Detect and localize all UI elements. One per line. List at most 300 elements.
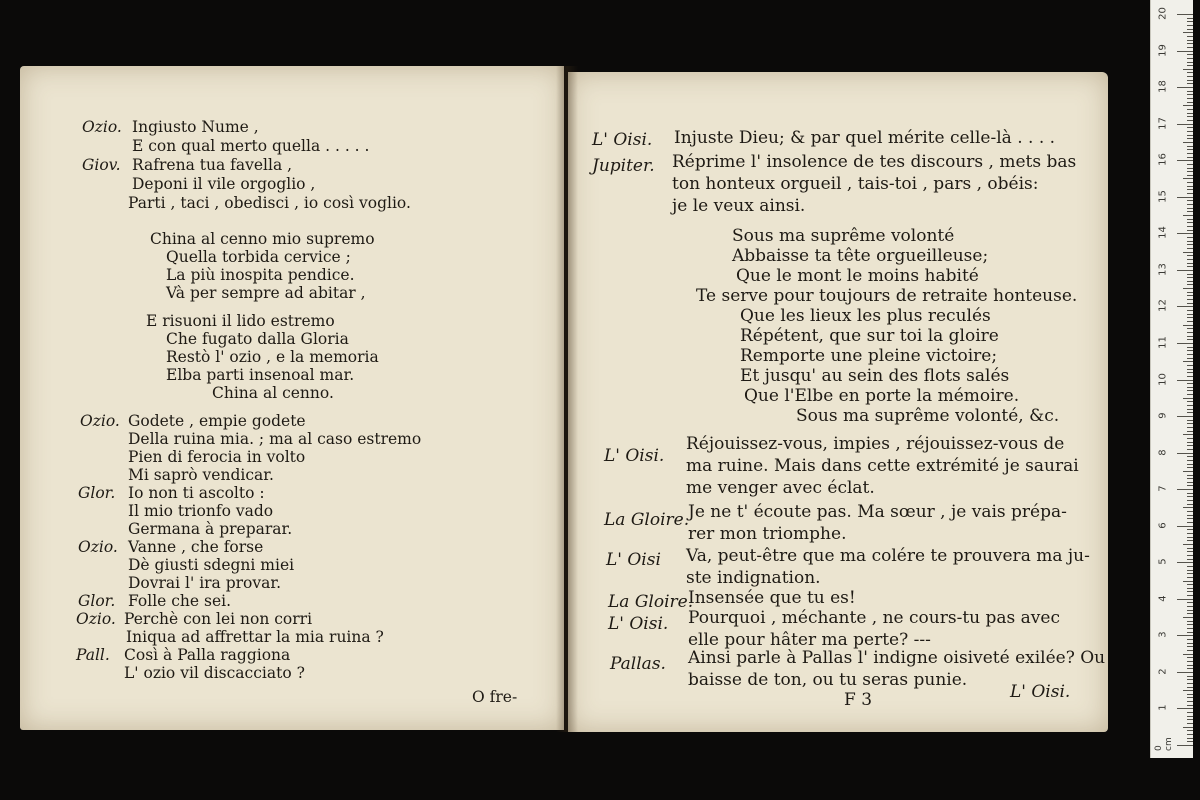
ruler-tick [1187, 496, 1193, 497]
prose-line: Pourquoi , méchante , ne cours-tu pas avec [688, 608, 1060, 628]
ruler-tick [1187, 482, 1193, 483]
ruler-tick [1187, 478, 1193, 479]
ruler-tick [1183, 617, 1193, 618]
verse-line: Sous ma suprême volonté, &c. [796, 406, 1060, 426]
prose-line: Insensée que tu es! [688, 588, 856, 608]
speaker-label: Ozio. [82, 118, 122, 136]
ruler-tick [1177, 416, 1193, 417]
catchword: O fre- [472, 688, 518, 706]
ruler-tick [1187, 76, 1193, 77]
ruler-tick [1187, 284, 1193, 285]
ruler-tick [1183, 507, 1193, 508]
ruler-tick [1187, 138, 1193, 139]
ruler-tick [1187, 21, 1193, 22]
ruler-tick [1177, 124, 1193, 125]
prose-line: Injuste Dieu; & par quel mérite celle-là . . . . [674, 128, 1056, 148]
ruler-tick [1183, 325, 1193, 326]
ruler-tick [1177, 197, 1193, 198]
prose-line: Ainsi parle à Pallas l' indigne oisiveté exilée? Ou [688, 648, 1106, 668]
ruler-tick [1187, 365, 1193, 366]
ruler-tick [1187, 716, 1193, 717]
ruler-tick [1187, 500, 1193, 501]
ruler-tick [1187, 668, 1193, 669]
prose-line: Va, peut-être que ma colére te prouvera ma ju- [686, 546, 1090, 566]
ruler-tick [1183, 288, 1193, 289]
ruler-tick [1187, 354, 1193, 355]
ruler-tick [1187, 193, 1193, 194]
ruler-tick [1187, 80, 1193, 81]
ruler-number: 13 [1157, 262, 1169, 276]
ruler-tick [1187, 730, 1193, 731]
ruler-tick [1187, 412, 1193, 413]
ruler-tick [1187, 292, 1193, 293]
ruler-tick [1183, 581, 1193, 582]
ruler-tick [1187, 705, 1193, 706]
ruler-tick [1187, 573, 1193, 574]
ruler-tick [1187, 679, 1193, 680]
ruler-tick [1183, 361, 1193, 362]
ruler-tick [1187, 266, 1193, 267]
ruler-tick [1187, 621, 1193, 622]
ruler-number: 20 [1157, 7, 1169, 20]
verse-line: Remporte une pleine victoire; [740, 346, 998, 366]
speaker-label: La Gloire. [608, 592, 694, 612]
ruler-tick [1187, 387, 1193, 388]
verse-line: Germana à preparar. [128, 520, 293, 538]
aria-line: E risuoni il lido estremo [146, 312, 335, 330]
verse-line: Que l'Elbe en porte la mémoire. [744, 386, 1020, 406]
ruler-number: 4 [1157, 595, 1169, 602]
verse-line: Et jusqu' au sein des flots salés [740, 366, 1010, 386]
ruler-tick [1187, 116, 1193, 117]
prose-line: Réprime l' insolence de tes discours , mets bas [672, 152, 1077, 172]
ruler-tick [1183, 105, 1193, 106]
ruler-tick [1177, 745, 1193, 746]
ruler-tick [1187, 303, 1193, 304]
ruler-tick [1187, 551, 1193, 552]
ruler-tick [1187, 566, 1193, 567]
prose-line: je le veux ainsi. [672, 196, 806, 216]
ruler-tick [1187, 358, 1193, 359]
aria-line: China al cenno. [212, 384, 334, 402]
ruler-tick [1187, 734, 1193, 735]
ruler-tick [1187, 62, 1193, 63]
prose-line: me venger avec éclat. [686, 478, 875, 498]
ruler-tick [1187, 420, 1193, 421]
ruler-number: 6 [1157, 522, 1169, 529]
ruler-tick [1187, 83, 1193, 84]
prose-line: Réjouissez-vous, impies , réjouissez-vous de [686, 434, 1065, 454]
speaker-label: Pallas. [610, 654, 666, 674]
ruler-tick [1177, 270, 1193, 271]
ruler-tick [1187, 91, 1193, 92]
ruler-number: 5 [1157, 558, 1169, 565]
ruler-tick [1187, 175, 1193, 176]
verse-line: Sous ma suprême volonté [732, 226, 955, 246]
ruler-tick [1187, 72, 1193, 73]
ruler-tick [1187, 94, 1193, 95]
ruler-tick [1187, 43, 1193, 44]
ruler-tick [1187, 230, 1193, 231]
ruler-tick [1187, 241, 1193, 242]
ruler-tick [1187, 281, 1193, 282]
verse-line: Pien di ferocia in volto [128, 448, 306, 466]
ruler-tick [1187, 442, 1193, 443]
ruler-tick [1187, 493, 1193, 494]
verse-line: Rafrena tua favella , [132, 156, 293, 174]
ruler-tick [1187, 127, 1193, 128]
ruler-tick [1187, 456, 1193, 457]
verse-line: Folle che sei. [128, 592, 232, 610]
ruler-tick [1187, 299, 1193, 300]
prose-line: baisse de ton, ou tu seras punie. [688, 670, 968, 690]
ruler-tick [1183, 434, 1193, 435]
verse-line: Vanne , che forse [128, 538, 264, 556]
ruler-tick [1187, 657, 1193, 658]
ruler-tick [1187, 570, 1193, 571]
speaker-label: La Gloire. [604, 510, 690, 530]
catchword: L' Oisi. [1010, 682, 1071, 702]
ruler-tick [1187, 274, 1193, 275]
ruler-tick [1187, 295, 1193, 296]
ruler-tick [1187, 624, 1193, 625]
ruler-tick [1187, 712, 1193, 713]
ruler-tick [1177, 160, 1193, 161]
ruler-tick [1183, 398, 1193, 399]
ruler-tick [1187, 504, 1193, 505]
ruler-tick [1187, 226, 1193, 227]
speaker-label: Pall. [76, 646, 110, 664]
verse-line: Il mio trionfo vado [128, 502, 274, 520]
ruler-tick [1187, 394, 1193, 395]
ruler-tick [1187, 460, 1193, 461]
ruler-number: 9 [1157, 412, 1169, 419]
ruler-tick [1187, 186, 1193, 187]
ruler-tick [1187, 58, 1193, 59]
book-gutter [556, 66, 578, 732]
ruler-tick [1187, 102, 1193, 103]
ruler-tick [1177, 306, 1193, 307]
verse-line: Così à Palla raggiona [124, 646, 291, 664]
ruler-tick [1187, 537, 1193, 538]
ruler-tick [1183, 727, 1193, 728]
ruler-tick [1183, 654, 1193, 655]
ruler-tick [1187, 153, 1193, 154]
ruler-number: 10 [1157, 372, 1169, 386]
ruler-tick [1177, 87, 1193, 88]
ruler-tick [1187, 683, 1193, 684]
ruler-tick [1187, 643, 1193, 644]
ruler-tick [1187, 369, 1193, 370]
page-signature: F 3 [844, 690, 873, 710]
ruler-tick [1177, 233, 1193, 234]
speaker-label: L' Oisi [606, 550, 661, 570]
ruler-tick [1177, 526, 1193, 527]
ruler-tick [1187, 529, 1193, 530]
verse-line: Dovrai l' ira provar. [128, 574, 282, 592]
ruler-tick [1187, 610, 1193, 611]
verse-line: Dè giusti sdegni miei [128, 556, 295, 574]
speaker-label: Giov. [82, 156, 121, 174]
ruler-tick [1187, 427, 1193, 428]
ruler-tick [1187, 676, 1193, 677]
ruler-tick [1187, 595, 1193, 596]
ruler-tick [1187, 182, 1193, 183]
ruler-tick [1183, 178, 1193, 179]
ruler-tick [1177, 599, 1193, 600]
ruler-tick [1187, 401, 1193, 402]
ruler-tick [1187, 661, 1193, 662]
ruler-tick [1187, 47, 1193, 48]
ruler-tick [1187, 350, 1193, 351]
speaker-label: Ozio. [80, 412, 120, 430]
ruler-tick [1177, 708, 1193, 709]
ruler-tick [1187, 200, 1193, 201]
ruler-number: 1 [1157, 704, 1169, 712]
ruler-tick [1187, 646, 1193, 647]
ruler-tick [1177, 635, 1193, 636]
verse-line: Deponi il vile orgoglio , [132, 175, 316, 193]
ruler-tick [1183, 32, 1193, 33]
ruler-number: 17 [1157, 116, 1169, 130]
ruler-number: 19 [1157, 43, 1169, 57]
ruler-tick [1187, 577, 1193, 578]
ruler-tick [1187, 347, 1193, 348]
ruler-tick [1187, 263, 1193, 264]
ruler-tick [1187, 255, 1193, 256]
ruler-tick [1187, 390, 1193, 391]
ruler-tick [1183, 544, 1193, 545]
aria-line: Quella torbida cervice ; [166, 248, 351, 266]
verse-line: Répétent, que sur toi la gloire [740, 326, 999, 346]
ruler-tick [1187, 467, 1193, 468]
ruler-tick [1187, 409, 1193, 410]
aria-line: China al cenno mio supremo [150, 230, 375, 248]
speaker-label: Jupiter. [592, 156, 655, 176]
prose-line: elle pour hâter ma perte? --- [688, 630, 931, 650]
ruler-tick [1187, 149, 1193, 150]
prose-line: rer mon triomphe. [688, 524, 847, 544]
verse-line: Que les lieux les plus reculés [740, 306, 991, 326]
left-page [20, 66, 564, 730]
ruler-number: 15 [1157, 189, 1169, 203]
ruler-tick [1187, 613, 1193, 614]
ruler-tick [1187, 113, 1193, 114]
ruler-tick [1187, 168, 1193, 169]
ruler-tick [1187, 383, 1193, 384]
speaker-label: L' Oisi. [608, 614, 669, 634]
ruler-tick [1187, 738, 1193, 739]
speaker-label: Glor. [78, 592, 116, 610]
ruler-tick [1187, 259, 1193, 260]
ruler-tick [1187, 98, 1193, 99]
ruler-tick [1187, 131, 1193, 132]
ruler-tick [1187, 339, 1193, 340]
ruler-tick [1187, 548, 1193, 549]
verse-line: Que le mont le moins habité [736, 266, 979, 286]
ruler-tick [1187, 18, 1193, 19]
ruler-tick [1187, 584, 1193, 585]
ruler-tick [1187, 485, 1193, 486]
ruler-tick [1187, 701, 1193, 702]
ruler-tick [1187, 650, 1193, 651]
aria-line: Elba parti insenoal mar. [166, 366, 355, 384]
ruler-tick [1187, 314, 1193, 315]
ruler-tick [1183, 690, 1193, 691]
ruler-tick [1187, 248, 1193, 249]
ruler-tick [1183, 252, 1193, 253]
aria-line: Restò l' ozio , e la memoria [166, 348, 379, 366]
prose-line: ma ruine. Mais dans cette extrémité je saurai [686, 456, 1079, 476]
ruler-tick [1187, 222, 1193, 223]
ruler-tick [1187, 336, 1193, 337]
ruler-number: 18 [1157, 80, 1169, 93]
speaker-label: Glor. [78, 484, 116, 502]
ruler-tick [1187, 164, 1193, 165]
ruler-tick [1187, 719, 1193, 720]
ruler-number: 2 [1157, 668, 1169, 675]
speaker-label: Ozio. [78, 538, 118, 556]
ruler-number: 7 [1157, 485, 1169, 492]
ruler-tick [1187, 29, 1193, 30]
prose-line: Je ne t' écoute pas. Ma sœur , je vais prépa- [688, 502, 1067, 522]
ruler-tick [1177, 343, 1193, 344]
speaker-label: L' Oisi. [604, 446, 665, 466]
ruler-tick [1177, 14, 1193, 15]
ruler-tick [1187, 423, 1193, 424]
ruler-tick [1187, 135, 1193, 136]
aria-line: Và per sempre ad abitar , [166, 284, 366, 302]
ruler-tick [1187, 628, 1193, 629]
measurement-ruler [1150, 0, 1193, 758]
verse-line: Abbaisse ta tête orgueilleuse; [732, 246, 989, 266]
ruler-tick [1187, 665, 1193, 666]
ruler-tick [1187, 559, 1193, 560]
ruler-tick [1187, 171, 1193, 172]
speaker-label: Ozio. [76, 610, 116, 628]
aria-line: Che fugato dalla Gloria [166, 330, 349, 348]
ruler-tick [1187, 40, 1193, 41]
ruler-tick [1187, 431, 1193, 432]
verse-line: Godete , empie godete [128, 412, 306, 430]
ruler-tick [1187, 445, 1193, 446]
ruler-tick [1187, 211, 1193, 212]
verse-line: E con qual merto quella . . . . . [132, 137, 370, 155]
ruler-tick [1187, 687, 1193, 688]
ruler-unit-label: 0 cm [1154, 737, 1174, 751]
ruler-tick [1187, 237, 1193, 238]
ruler-tick [1187, 54, 1193, 55]
ruler-tick [1187, 588, 1193, 589]
ruler-number: 3 [1157, 631, 1169, 639]
ruler-tick [1187, 639, 1193, 640]
ruler-tick [1187, 109, 1193, 110]
ruler-tick [1187, 208, 1193, 209]
ruler-tick [1187, 189, 1193, 190]
ruler-tick [1187, 146, 1193, 147]
ruler-tick [1177, 51, 1193, 52]
ruler-number: 14 [1157, 226, 1169, 240]
verse-line: Parti , taci , obedisci , io così voglio. [128, 194, 411, 212]
ruler-tick [1187, 405, 1193, 406]
aria-line: La più inospita pendice. [166, 266, 355, 284]
ruler-tick [1187, 376, 1193, 377]
ruler-tick [1183, 471, 1193, 472]
ruler-tick [1187, 540, 1193, 541]
ruler-number: 16 [1157, 153, 1169, 167]
ruler-tick [1187, 741, 1193, 742]
ruler-tick [1187, 475, 1193, 476]
ruler-tick [1187, 555, 1193, 556]
ruler-tick [1187, 602, 1193, 603]
ruler-number: 12 [1157, 299, 1169, 313]
verse-line: Mi saprò vendicar. [128, 466, 274, 484]
ruler-tick [1177, 562, 1193, 563]
ruler-number: 11 [1157, 336, 1169, 349]
ruler-tick [1187, 157, 1193, 158]
speaker-label: L' Oisi. [592, 130, 653, 150]
ruler-tick [1187, 533, 1193, 534]
ruler-tick [1183, 215, 1193, 216]
verse-line: Ingiusto Nume , [132, 118, 259, 136]
ruler-tick [1187, 606, 1193, 607]
verse-line: Io non ti ascolto : [128, 484, 265, 502]
verse-line: Te serve pour toujours de retraite honteuse. [696, 286, 1078, 306]
ruler-tick [1187, 321, 1193, 322]
verse-line: Della ruina mia. ; ma al caso estremo [128, 430, 422, 448]
ruler-tick [1183, 142, 1193, 143]
ruler-tick [1187, 120, 1193, 121]
ruler-tick [1187, 694, 1193, 695]
ruler-tick [1187, 723, 1193, 724]
ruler-tick [1187, 522, 1193, 523]
ruler-tick [1187, 310, 1193, 311]
ruler-tick [1187, 219, 1193, 220]
ruler-tick [1177, 489, 1193, 490]
ruler-tick [1187, 317, 1193, 318]
ruler-tick [1187, 697, 1193, 698]
ruler-tick [1187, 36, 1193, 37]
ruler-tick [1177, 380, 1193, 381]
right-page [568, 72, 1108, 732]
ruler-tick [1183, 69, 1193, 70]
prose-line: ste indignation. [686, 568, 821, 588]
ruler-tick [1177, 672, 1193, 673]
verse-line: Perchè con lei non corri [124, 610, 313, 628]
ruler-tick [1187, 332, 1193, 333]
ruler-tick [1187, 277, 1193, 278]
verse-line: L' ozio vil discacciato ? [124, 664, 305, 682]
ruler-tick [1187, 204, 1193, 205]
ruler-tick [1187, 591, 1193, 592]
ruler-tick [1187, 515, 1193, 516]
verse-line: Iniqua ad affrettar la mia ruina ? [126, 628, 384, 646]
ruler-number: 8 [1157, 448, 1169, 456]
ruler-tick [1187, 632, 1193, 633]
ruler-tick [1187, 372, 1193, 373]
ruler-tick [1187, 244, 1193, 245]
ruler-tick [1187, 518, 1193, 519]
ruler-tick [1187, 328, 1193, 329]
ruler-tick [1187, 438, 1193, 439]
ruler-tick [1187, 65, 1193, 66]
ruler-tick [1177, 453, 1193, 454]
ruler-tick [1187, 464, 1193, 465]
ruler-tick [1187, 449, 1193, 450]
ruler-tick [1187, 25, 1193, 26]
prose-line: ton honteux orgueil , tais-toi , pars , obéis: [672, 174, 1039, 194]
ruler-tick [1187, 511, 1193, 512]
